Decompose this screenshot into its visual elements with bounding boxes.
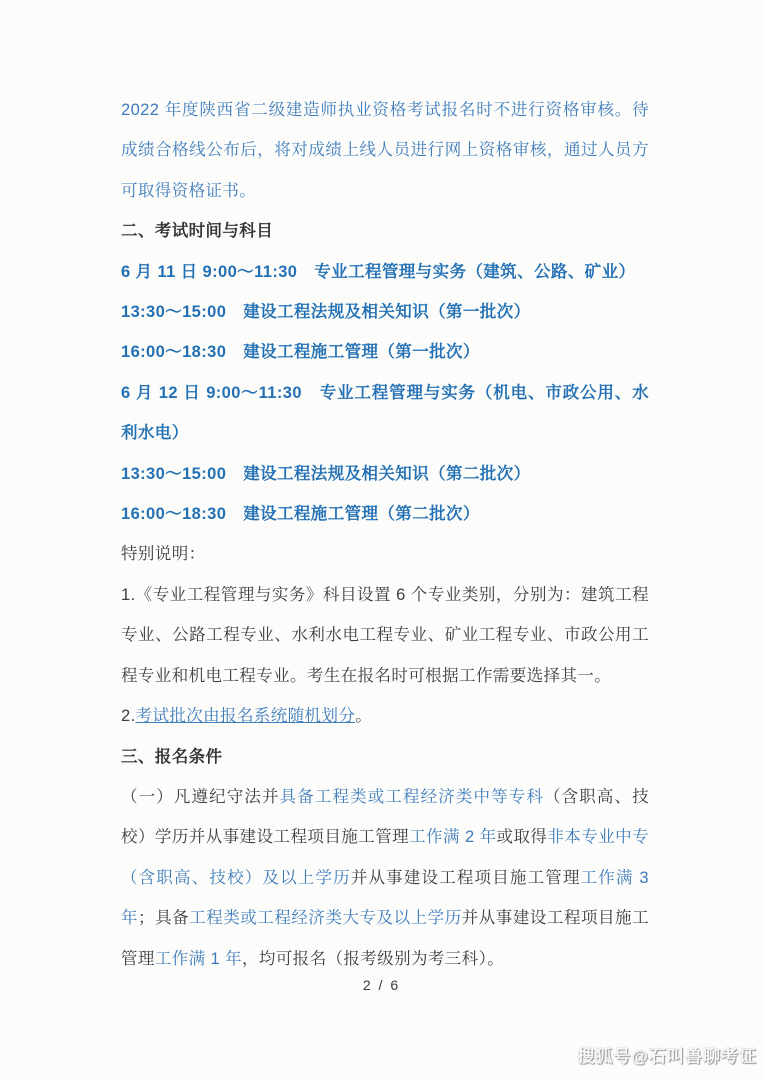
text-segment: （一）凡遵纪守法并 bbox=[121, 787, 280, 806]
schedule-line-2 bbox=[121, 292, 649, 332]
registration-conditions-paragraph bbox=[121, 777, 649, 979]
schedule-line-1 bbox=[121, 252, 649, 292]
text-segment: 工作满 1 年 bbox=[154, 949, 242, 968]
text-segment: 工程类或工程经济类大专及以上学历 bbox=[189, 909, 462, 928]
text-segment: 或取得 bbox=[496, 828, 548, 847]
text-segment: 非本专业中专（含职高、技校）及以上学历 bbox=[121, 828, 649, 887]
text-segment: 并从事建设工程项目施工管理 bbox=[350, 868, 581, 887]
text-segment: 2022 年度陕西省二级建造师执业资格考试报名时不进行资格审核。待成绩合格线公布后，将对成绩上线人员进行网上资格审核，通过人员方可取得资格证书。 bbox=[121, 101, 649, 200]
page-number-indicator: 2 / 6 bbox=[362, 977, 401, 993]
text-segment: 工作满 3 年 bbox=[121, 868, 649, 928]
schedule-line-3 bbox=[121, 332, 649, 372]
inline-text-link[interactable]: 考试批次由报名系统随机划分 bbox=[135, 707, 356, 726]
text-segment: 并从事建设工程项目施工管理 bbox=[121, 909, 649, 968]
schedule-line-5 bbox=[121, 454, 649, 494]
text-segment: ，均可报名（报考级别为考三科）。 bbox=[241, 949, 505, 968]
sohu-watermark: 搜狐号@石叫兽聊考证 bbox=[577, 1047, 757, 1066]
special-note-1 bbox=[121, 575, 649, 696]
text-segment: 2. bbox=[121, 707, 136, 726]
special-note-label bbox=[121, 534, 649, 574]
schedule-line-4 bbox=[121, 373, 649, 454]
text-segment: 特别说明： bbox=[121, 545, 206, 564]
special-note-2 bbox=[121, 696, 649, 736]
text-segment: 13:30～15:00 建设工程法规及相关知识（第二批次） bbox=[121, 464, 531, 483]
text-segment: ；具备 bbox=[138, 909, 190, 928]
intro-paragraph bbox=[121, 90, 649, 211]
text-segment: 具备工程类或工程经济类中等专科 bbox=[279, 787, 544, 806]
text-segment: 工作满 2 年 bbox=[409, 828, 497, 847]
section-heading-registration bbox=[121, 737, 649, 777]
text-segment: 三、报名条件 bbox=[121, 747, 223, 766]
text-segment: （含职高、技校）学历并从事建设工程项目施工管理 bbox=[121, 787, 650, 847]
text-segment: 6 月 11 日 9:00～11:30 专业工程管理与实务（建筑、公路、矿业） bbox=[121, 262, 636, 281]
text-segment: 13:30～15:00 建设工程法规及相关知识（第一批次） bbox=[121, 303, 531, 322]
text-segment: 。 bbox=[355, 707, 373, 726]
document-body bbox=[121, 90, 649, 979]
schedule-line-6 bbox=[121, 494, 649, 534]
text-segment: 16:00～18:30 建设工程施工管理（第二批次） bbox=[121, 505, 480, 524]
text-segment: 16:00～18:30 建设工程施工管理（第一批次） bbox=[121, 343, 480, 362]
text-segment: 6 月 12 日 9:00～11:30 专业工程管理与实务（机电、市政公用、水利水电） bbox=[121, 383, 649, 443]
text-segment: 二、考试时间与科目 bbox=[121, 222, 274, 241]
section-heading-exam-time bbox=[121, 211, 649, 251]
text-segment: 1.《专业工程管理与实务》科目设置 6 个专业类别，分别为：建筑工程专业、公路工程专业、水利水电工程专业、矿业工程专业、市政公用工程专业和机电工程专业。考生在报名时可根据工作需要选择其一。 bbox=[121, 585, 649, 685]
